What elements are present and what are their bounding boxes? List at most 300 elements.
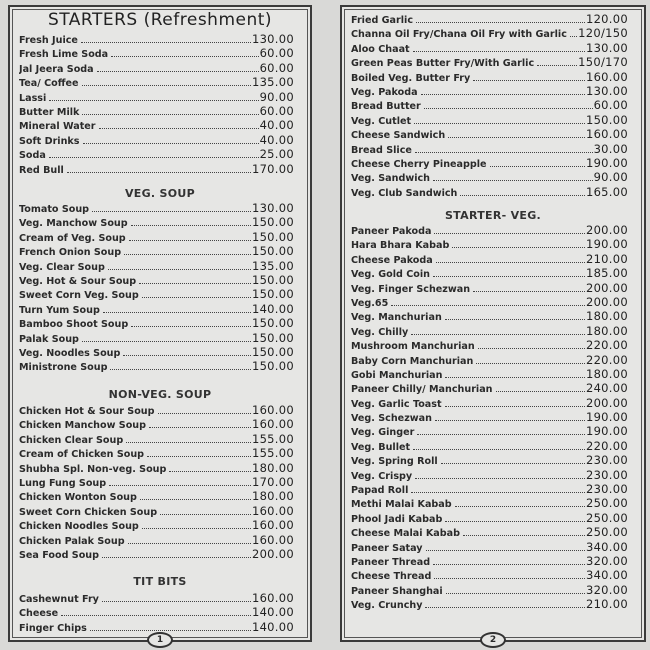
- item-name: Paneer Thread: [351, 556, 431, 568]
- menu-item: [351, 568, 628, 582]
- item-price: 150.00: [251, 330, 294, 345]
- leader-dots: [124, 254, 251, 255]
- menu-item: [351, 353, 628, 367]
- menu-item: [351, 295, 628, 309]
- leader-dots: [82, 341, 251, 342]
- item-name: Veg. Crispy: [351, 470, 413, 482]
- item-price: 230.00: [585, 453, 628, 468]
- item-price: 150.00: [251, 316, 294, 331]
- leader-dots: [83, 143, 259, 144]
- menu-item: [19, 533, 294, 547]
- item-price: 200.00: [585, 280, 628, 295]
- item-price: 230.00: [585, 482, 628, 497]
- leader-dots: [123, 355, 251, 356]
- leader-dots: [139, 283, 251, 284]
- item-price: 210.00: [585, 251, 628, 266]
- item-name: Bread Butter: [351, 101, 421, 113]
- item-price: 150/170: [578, 55, 628, 70]
- menu-item: [351, 338, 628, 352]
- menu-item: [19, 104, 294, 118]
- menu-item: [351, 98, 628, 112]
- menu-item: [19, 273, 294, 287]
- menu-item: [19, 504, 294, 518]
- item-price: 140.00: [251, 619, 294, 634]
- leader-dots: [490, 166, 585, 167]
- item-name: Turn Yum Soup: [19, 304, 100, 316]
- refreshment-list: [19, 32, 294, 176]
- page-title: STARTERS (Refreshment): [47, 10, 273, 30]
- item-price: 30.00: [593, 141, 628, 156]
- veg-soup-list: [19, 201, 294, 374]
- item-name: Veg. Schezwan: [351, 413, 432, 425]
- item-name: Veg. Hot & Sour Soup: [19, 275, 137, 287]
- leader-dots: [142, 528, 251, 529]
- leader-dots: [433, 564, 585, 565]
- item-price: 60.00: [259, 60, 294, 75]
- menu-item: [351, 554, 628, 568]
- item-name: Veg. Clear Soup: [19, 261, 105, 273]
- item-price: 90.00: [593, 170, 628, 185]
- item-price: 220.00: [585, 338, 628, 353]
- item-name: Cheese Thread: [351, 571, 432, 583]
- item-name: Tomato Soup: [19, 204, 90, 215]
- item-price: 130.00: [251, 32, 294, 46]
- leader-dots: [97, 71, 259, 72]
- leader-dots: [140, 499, 251, 500]
- leader-dots: [433, 276, 585, 277]
- leader-dots: [160, 514, 251, 515]
- leader-dots: [131, 326, 251, 327]
- menu-item: [19, 90, 294, 104]
- item-name: Paneer Satay: [351, 542, 423, 554]
- menu-item: [351, 410, 628, 424]
- item-price: 190.00: [585, 155, 628, 170]
- leader-dots: [391, 305, 585, 306]
- item-price: 160.00: [251, 503, 294, 518]
- leader-dots: [108, 269, 251, 270]
- menu-item: [19, 287, 294, 301]
- item-price: 155.00: [251, 431, 294, 446]
- menu-item: [19, 475, 294, 489]
- item-price: 200.00: [251, 546, 294, 561]
- leader-dots: [92, 211, 251, 212]
- leader-dots: [142, 297, 251, 298]
- menu-item: [351, 597, 628, 611]
- leader-dots: [158, 413, 251, 414]
- menu-item: [19, 403, 294, 417]
- menu-item: [351, 439, 628, 453]
- menu-item: [19, 417, 294, 431]
- menu-item: [351, 583, 628, 597]
- leader-dots: [411, 492, 585, 493]
- item-price: 170.00: [251, 161, 294, 176]
- leader-dots: [82, 114, 258, 115]
- item-price: 180.00: [585, 323, 628, 338]
- item-price: 160.00: [585, 127, 628, 142]
- item-name: Chicken Clear Soup: [19, 434, 124, 446]
- menu-item: [351, 540, 628, 554]
- page-number: 1: [147, 632, 173, 648]
- item-name: Chicken Manchow Soup: [19, 420, 147, 432]
- leader-dots: [445, 406, 585, 407]
- item-name: Veg. Manchow Soup: [19, 218, 128, 230]
- item-name: Veg. Sandwich: [351, 173, 431, 185]
- item-name: Red Bull: [19, 164, 64, 176]
- item-name: Soda: [19, 150, 46, 162]
- leader-dots: [435, 420, 585, 421]
- item-price: 200.00: [585, 395, 628, 410]
- item-price: 160.00: [251, 591, 294, 605]
- leader-dots: [433, 180, 593, 181]
- menu-item: [19, 259, 294, 273]
- section-title-veg-soup: VEG. SOUP: [124, 187, 196, 200]
- leader-dots: [421, 94, 585, 95]
- tit-bits-list: [19, 591, 294, 634]
- leader-dots: [434, 233, 584, 234]
- leader-dots: [109, 485, 251, 486]
- menu-item: [19, 518, 294, 532]
- item-price: 60.00: [593, 98, 628, 113]
- item-name: Paneer Pakoda: [351, 226, 432, 237]
- menu-item: [19, 461, 294, 475]
- menu-item: [19, 345, 294, 359]
- leader-dots: [81, 42, 251, 43]
- item-name: Baby Corn Manchurian: [351, 355, 474, 367]
- menu-item: [351, 252, 628, 266]
- item-name: Mushroom Manchurian: [351, 341, 475, 353]
- menu-item: [19, 133, 294, 147]
- item-name: Boiled Veg. Butter Fry: [351, 72, 471, 84]
- item-price: 180.00: [251, 489, 294, 504]
- item-name: Cream of Veg. Soup: [19, 232, 126, 244]
- item-price: 180.00: [251, 460, 294, 475]
- leader-dots: [413, 51, 585, 52]
- item-name: Veg. Pakoda: [351, 86, 418, 98]
- leader-dots: [99, 128, 259, 129]
- item-price: 120/150: [578, 26, 628, 41]
- item-name: Fresh Juice: [19, 35, 78, 46]
- item-name: Veg. Club Sandwich: [351, 187, 458, 199]
- leader-dots: [455, 506, 585, 507]
- menu-item: [351, 156, 628, 170]
- item-name: Veg. Gold Coin: [351, 269, 430, 281]
- leader-dots: [169, 471, 251, 472]
- item-price: 170.00: [251, 474, 294, 489]
- leader-dots: [49, 157, 259, 158]
- item-price: 150.00: [251, 344, 294, 359]
- item-name: Soft Drinks: [19, 135, 80, 147]
- item-price: 250.00: [585, 510, 628, 525]
- leader-dots: [426, 550, 585, 551]
- leader-dots: [129, 240, 251, 241]
- leader-dots: [448, 137, 585, 138]
- non-veg-soup-list: [19, 403, 294, 561]
- item-name: Veg. Manchurian: [351, 312, 442, 324]
- starter-veg-list: [351, 223, 628, 612]
- leader-dots: [441, 463, 585, 464]
- item-name: Veg. Noodles Soup: [19, 347, 121, 359]
- menu-item: [19, 359, 294, 373]
- menu-item: [19, 215, 294, 229]
- menu-item: [351, 482, 628, 496]
- item-price: 140.00: [251, 301, 294, 316]
- menu-item: [19, 61, 294, 75]
- item-price: 320.00: [585, 553, 628, 568]
- item-price: 160.00: [251, 417, 294, 432]
- leader-dots: [424, 108, 593, 109]
- menu-item: [19, 316, 294, 330]
- menu-item: [19, 75, 294, 89]
- leader-dots: [425, 607, 584, 608]
- item-price: 340.00: [585, 568, 628, 583]
- menu-item: [19, 432, 294, 446]
- item-name: Chicken Noodles Soup: [19, 521, 139, 533]
- item-price: 340.00: [585, 539, 628, 554]
- menu-item: [351, 496, 628, 510]
- item-price: 90.00: [259, 89, 294, 104]
- leader-dots: [149, 427, 251, 428]
- menu-item: [351, 281, 628, 295]
- leader-dots: [147, 456, 251, 457]
- menu-item: [19, 591, 294, 605]
- menu-item: [19, 446, 294, 460]
- menu-item: [19, 605, 294, 619]
- leader-dots: [103, 312, 251, 313]
- item-price: 150.00: [251, 244, 294, 259]
- item-name: Mineral Water: [19, 121, 96, 133]
- item-name: Lassi: [19, 92, 47, 104]
- menu-item: [351, 185, 628, 199]
- leader-dots: [416, 22, 585, 23]
- item-name: Lung Fung Soup: [19, 477, 107, 489]
- menu-item: [19, 46, 294, 60]
- menu-page-2: [340, 5, 646, 645]
- item-name: Channa Oil Fry/Chana Oil Fry with Garlic: [351, 29, 567, 41]
- menu-item: [351, 309, 628, 323]
- menu-item: [19, 201, 294, 215]
- menu-item: [19, 489, 294, 503]
- item-name: Gobi Manchurian: [351, 369, 443, 381]
- item-name: Ministrone Soup: [19, 362, 108, 374]
- item-name: Cream of Chicken Soup: [19, 449, 145, 461]
- leader-dots: [445, 521, 585, 522]
- item-price: 135.00: [251, 258, 294, 273]
- menu-item: [19, 230, 294, 244]
- menu-item: [351, 525, 628, 539]
- item-name: Veg. Finger Schezwan: [351, 283, 471, 295]
- item-name: Cheese Sandwich: [351, 130, 446, 142]
- leader-dots: [478, 348, 585, 349]
- leader-dots: [128, 543, 251, 544]
- leader-dots: [67, 172, 251, 173]
- leader-dots: [460, 195, 585, 196]
- menu-item: [19, 32, 294, 46]
- item-price: 150.00: [251, 272, 294, 287]
- leader-dots: [436, 262, 585, 263]
- menu-item: [351, 84, 628, 98]
- leader-dots: [473, 291, 585, 292]
- item-name: Chicken Hot & Sour Soup: [19, 406, 155, 417]
- item-name: Sea Food Soup: [19, 549, 99, 561]
- item-name: Sweet Corn Chicken Soup: [19, 506, 158, 518]
- menu-item: [351, 453, 628, 467]
- item-name: Paneer Chilly/ Manchurian: [351, 384, 493, 396]
- leader-dots: [434, 578, 585, 579]
- menu-item: [19, 302, 294, 316]
- item-name: Chicken Wonton Soup: [19, 492, 137, 504]
- leader-dots: [102, 557, 251, 558]
- item-price: 60.00: [259, 103, 294, 118]
- item-price: 160.00: [251, 403, 294, 417]
- item-name: Veg. Ginger: [351, 427, 415, 439]
- item-price: 200.00: [585, 294, 628, 309]
- item-name: Butter Milk: [19, 106, 80, 118]
- menu-item: [351, 113, 628, 127]
- item-price: 40.00: [259, 118, 294, 133]
- item-name: Cheese Cherry Pineapple: [351, 158, 487, 170]
- leader-dots: [411, 334, 585, 335]
- item-price: 160.00: [251, 518, 294, 533]
- item-name: Shubha Spl. Non-veg. Soup: [19, 463, 167, 475]
- leader-dots: [446, 593, 585, 594]
- menu-item: [351, 55, 628, 69]
- menu-item: [351, 424, 628, 438]
- item-name: Cheese: [19, 608, 59, 620]
- leader-dots: [473, 80, 585, 81]
- leader-dots: [570, 36, 577, 37]
- item-price: 155.00: [251, 446, 294, 461]
- leader-dots: [90, 630, 251, 631]
- item-name: Green Peas Butter Fry/With Garlic: [351, 58, 535, 70]
- leader-dots: [463, 535, 585, 536]
- item-price: 165.00: [585, 184, 628, 199]
- item-price: 40.00: [259, 132, 294, 147]
- item-price: 160.00: [251, 532, 294, 547]
- leader-dots: [415, 152, 593, 153]
- item-name: Sweet Corn Veg. Soup: [19, 290, 139, 302]
- item-name: Veg. Crunchy: [351, 600, 423, 612]
- item-name: Veg. Garlic Toast: [351, 398, 442, 410]
- menu-page-1: [8, 5, 312, 645]
- item-name: Aloo Chaat: [351, 43, 410, 55]
- menu-item: [351, 223, 628, 237]
- item-name: Papad Roll: [351, 485, 409, 497]
- menu-item: [351, 266, 628, 280]
- leader-dots: [476, 363, 585, 364]
- menu-item: [351, 511, 628, 525]
- menu-item: [351, 12, 628, 26]
- item-price: 150.00: [585, 112, 628, 127]
- leader-dots: [110, 369, 251, 370]
- item-price: 130.00: [585, 83, 628, 98]
- item-price: 150.00: [251, 359, 294, 374]
- item-name: Veg. Chilly: [351, 326, 409, 338]
- item-name: Veg. Cutlet: [351, 115, 412, 127]
- item-price: 250.00: [585, 496, 628, 511]
- item-price: 230.00: [585, 467, 628, 482]
- item-name: Veg. Bullet: [351, 441, 411, 453]
- item-price: 180.00: [585, 309, 628, 324]
- menu-item: [351, 127, 628, 141]
- leader-dots: [445, 319, 585, 320]
- item-price: 190.00: [585, 410, 628, 425]
- leader-dots: [452, 247, 585, 248]
- item-price: 250.00: [585, 525, 628, 540]
- menu-item: [351, 381, 628, 395]
- item-name: Bamboo Shoot Soup: [19, 319, 129, 331]
- item-price: 190.00: [585, 424, 628, 439]
- menu-item: [351, 41, 628, 55]
- leader-dots: [111, 56, 258, 57]
- item-price: 60.00: [259, 46, 294, 61]
- item-name: Fried Garlic: [351, 15, 414, 26]
- item-price: 25.00: [259, 147, 294, 162]
- item-price: 160.00: [585, 69, 628, 84]
- leader-dots: [61, 615, 251, 616]
- snacks-list: [351, 12, 628, 199]
- leader-dots: [126, 442, 251, 443]
- item-price: 120.00: [585, 12, 628, 26]
- leader-dots: [49, 100, 258, 101]
- item-price: 180.00: [585, 366, 628, 381]
- menu-item: [19, 147, 294, 161]
- menu-item: [19, 547, 294, 561]
- leader-dots: [537, 65, 577, 66]
- item-price: 150.00: [251, 229, 294, 244]
- menu-item: [351, 70, 628, 84]
- item-name: Bread Slice: [351, 144, 412, 156]
- item-name: Paneer Shanghai: [351, 585, 443, 597]
- menu-item: [351, 468, 628, 482]
- menu-item: [351, 170, 628, 184]
- item-name: Finger Chips: [19, 622, 87, 634]
- menu-item: [19, 244, 294, 258]
- item-price: 150.00: [251, 287, 294, 302]
- leader-dots: [414, 123, 585, 124]
- item-price: 140.00: [251, 605, 294, 620]
- item-name: Veg. Spring Roll: [351, 456, 438, 468]
- item-price: 210.00: [585, 597, 628, 612]
- item-price: 220.00: [585, 352, 628, 367]
- leader-dots: [102, 601, 251, 602]
- leader-dots: [417, 434, 585, 435]
- leader-dots: [445, 377, 584, 378]
- menu-item: [351, 26, 628, 40]
- item-name: Chicken Palak Soup: [19, 535, 125, 547]
- item-name: Jal Jeera Soda: [19, 63, 94, 75]
- leader-dots: [496, 391, 585, 392]
- item-price: 135.00: [251, 75, 294, 90]
- item-name: Cheese Pakoda: [351, 254, 433, 266]
- menu-item: [351, 142, 628, 156]
- menu-item: [19, 118, 294, 132]
- item-price: 185.00: [585, 266, 628, 281]
- leader-dots: [415, 478, 585, 479]
- item-price: 150.00: [251, 215, 294, 230]
- item-price: 220.00: [585, 438, 628, 453]
- item-name: Tea/ Coffee: [19, 78, 79, 90]
- menu-item: [19, 331, 294, 345]
- menu-item: [351, 396, 628, 410]
- menu-item: [19, 162, 294, 176]
- item-name: Hara Bhara Kabab: [351, 240, 450, 252]
- item-name: Veg.65: [351, 297, 389, 309]
- section-title-starter-veg: STARTER- VEG.: [444, 209, 542, 222]
- item-name: Phool Jadi Kabab: [351, 513, 443, 525]
- leader-dots: [413, 449, 585, 450]
- item-price: 130.00: [585, 40, 628, 55]
- item-price: 240.00: [585, 381, 628, 396]
